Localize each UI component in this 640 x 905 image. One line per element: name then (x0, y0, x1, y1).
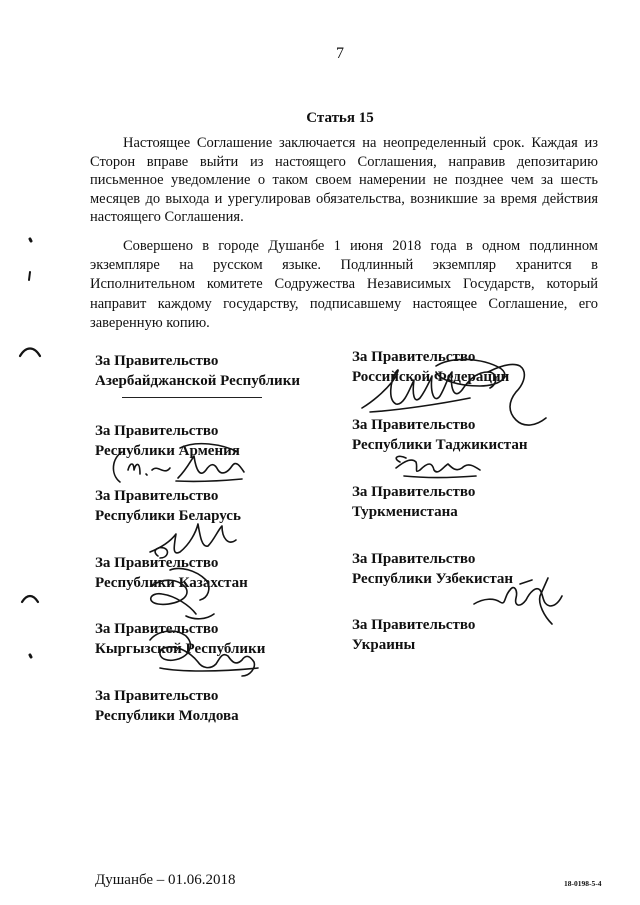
signatory-party: Республики Армения (95, 442, 240, 459)
paragraph-line: Совершено в городе Душанбе 1 июня 2018 года в одном подлинном (123, 238, 598, 254)
paragraph-line: экземпляре на русском языке. Подлинный экземпляр хранится в (90, 257, 598, 274)
signatory-party: Республики Казахстан (95, 574, 248, 591)
signatory-label: За Правительство (95, 621, 219, 637)
margin-marks (20, 239, 40, 657)
footer-place-date: Душанбе – 01.06.2018 (95, 872, 236, 888)
signatory-label: За Правительство (352, 551, 476, 567)
article-heading: Статья 15 (306, 110, 374, 126)
article-paragraph (90, 134, 598, 227)
paragraph-line: Сторон вправе выйти из настоящего Соглашения, направив депозитарию (90, 153, 598, 170)
signatory-turkmenistan (352, 483, 475, 522)
signatory-label: За Правительство (95, 555, 219, 571)
signatory-russia (352, 348, 509, 387)
signatory-uzbekistan (352, 550, 513, 589)
signatory-party: Республики Узбекистан (352, 570, 514, 587)
signatory-label: За Правительство (95, 688, 219, 704)
signatory-azerbaijan (95, 352, 300, 391)
signatory-party: Кыргызской Республики (95, 640, 266, 657)
signature-belarus (150, 524, 236, 558)
paragraph-line: настоящего Соглашения. (90, 209, 244, 226)
signatory-party: Российской Федерации (352, 368, 510, 385)
signatory-label: За Правительство (352, 617, 476, 633)
signatory-label: За Правительство (352, 484, 476, 500)
signatory-party: Республики Таджикистан (352, 436, 528, 453)
signatory-party: Туркменистана (352, 503, 458, 520)
signature-tajikistan (396, 456, 480, 477)
signatory-label: За Правительство (352, 349, 476, 365)
signatory-label: За Правительство (95, 488, 219, 504)
signatory-tajikistan (352, 416, 528, 455)
signatory-label: За Правительство (352, 417, 476, 433)
signatory-party: Республики Молдова (95, 707, 239, 724)
page-number: 7 (336, 45, 344, 62)
paragraph-line: Настоящее Соглашение заключается на неопределенный срок. Каждая из (123, 135, 598, 151)
paragraph-line: Исполнительном комитете Содружества Независимых Государств, который (90, 276, 598, 293)
closing-paragraph (90, 237, 598, 333)
signatory-label: За Правительство (95, 423, 219, 439)
signature-line (122, 397, 262, 398)
signatory-kyrgyzstan (95, 620, 265, 659)
signatory-kazakhstan (95, 554, 248, 593)
footer-document-code: 18-0198-5-4 (564, 879, 602, 888)
signatory-belarus (95, 487, 241, 526)
signatory-party: Азербайджанской Республики (95, 372, 300, 389)
paragraph-line: месяцев до выхода и урегулировав обязательства, возникшие за время действия (90, 190, 598, 207)
signatory-moldova (95, 687, 239, 726)
signatory-party: Украины (352, 636, 416, 653)
signatory-label: За Правительство (95, 353, 219, 369)
signatory-ukraine (352, 616, 475, 655)
paragraph-line: письменное уведомление о таком своем намерении не позднее чем за шесть (90, 172, 598, 189)
paragraph-line: направит каждому государству, подписавшему настоящее Соглашение, его (90, 295, 598, 312)
paragraph-line: заверенную копию. (90, 314, 210, 331)
signatory-party: Республики Беларусь (95, 507, 241, 524)
signatory-armenia (95, 422, 240, 461)
